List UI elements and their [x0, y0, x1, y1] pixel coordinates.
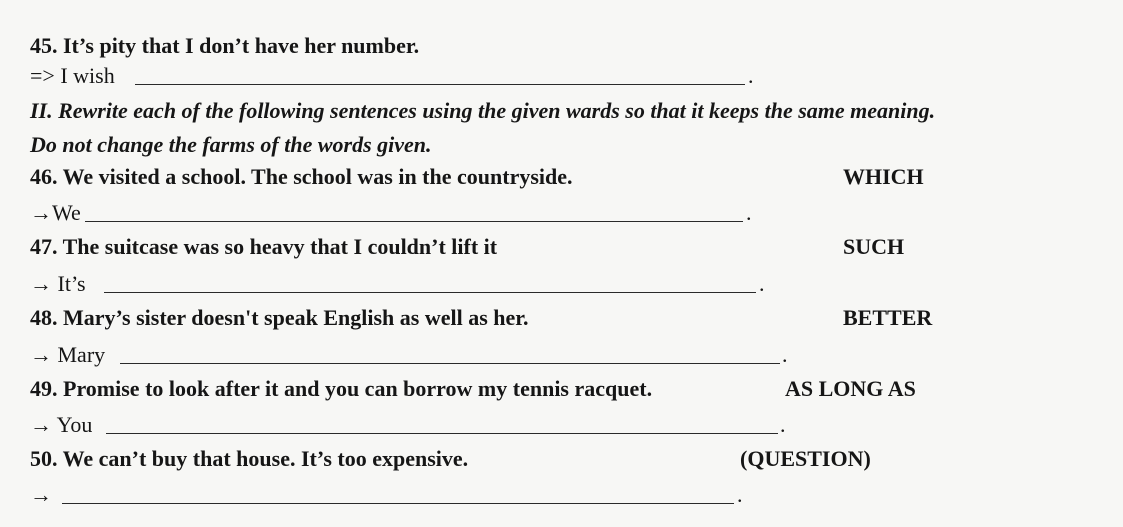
- question-48-keyword: BETTER: [843, 305, 933, 330]
- question-46-answer-blank[interactable]: [85, 221, 743, 222]
- question-48-end: .: [782, 342, 788, 367]
- question-50-answer-blank[interactable]: [62, 503, 734, 504]
- section-heading-line-1: II. Rewrite each of the following sentences using the given wards so that it keeps the same meaning.: [30, 98, 936, 123]
- question-45-answer-blank[interactable]: [135, 84, 745, 85]
- question-45-sentence: 45. It’s pity that I don’t have her number.: [30, 33, 420, 58]
- question-48-answer-blank[interactable]: [120, 363, 780, 364]
- question-49-answer-blank[interactable]: [106, 433, 778, 434]
- question-49-starter: → You: [30, 412, 93, 437]
- question-49-end: .: [780, 412, 786, 437]
- question-48-sentence: 48. Mary’s sister doesn't speak English as well as her.: [30, 305, 529, 330]
- question-47-starter: → It’s: [30, 271, 86, 296]
- question-50-sentence: 50. We can’t buy that house. It’s too expensive.: [30, 446, 469, 471]
- question-50-keyword: (QUESTION): [740, 446, 871, 471]
- question-45-end: .: [748, 63, 754, 88]
- question-50-starter: →: [30, 482, 52, 507]
- question-45-starter: => I wish: [30, 63, 115, 88]
- question-47-keyword: SUCH: [843, 234, 905, 259]
- question-46-starter: →We: [30, 200, 81, 225]
- question-46-end: .: [746, 200, 752, 225]
- question-48-starter: → Mary: [30, 342, 106, 367]
- question-50-end: .: [737, 482, 743, 507]
- question-46-sentence: 46. We visited a school. The school was in the countryside.: [30, 164, 573, 189]
- question-47-sentence: 47. The suitcase was so heavy that I couldn’t lift it: [30, 234, 498, 259]
- question-49-sentence: 49. Promise to look after it and you can borrow my tennis racquet.: [30, 376, 653, 401]
- section-heading-line-2: Do not change the farms of the words given.: [30, 132, 432, 157]
- question-46-keyword: WHICH: [843, 164, 924, 189]
- question-47-answer-blank[interactable]: [104, 292, 756, 293]
- question-49-keyword: AS LONG AS: [785, 376, 916, 401]
- question-47-end: .: [759, 271, 765, 296]
